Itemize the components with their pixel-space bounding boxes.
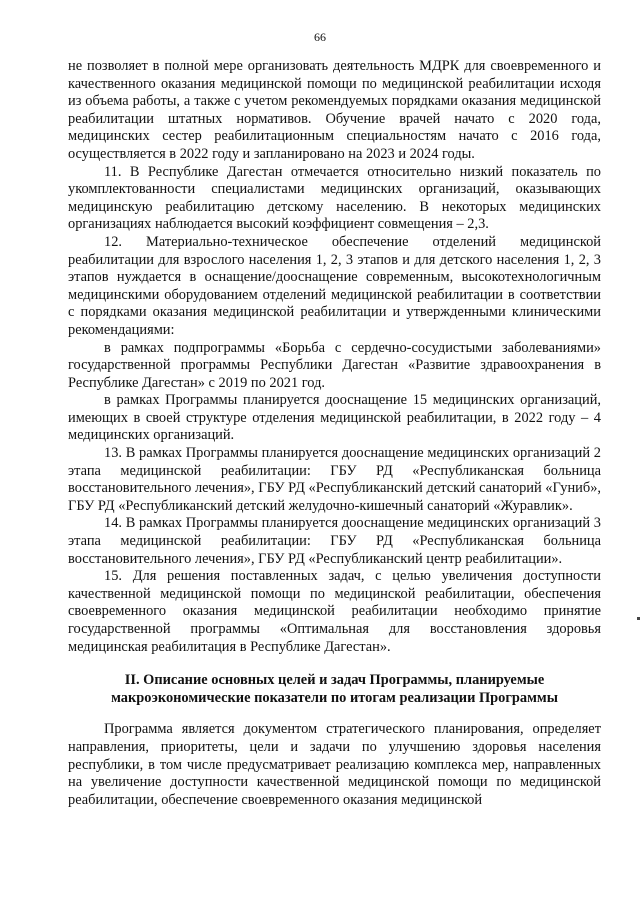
- section-paragraph: Программа является документом стратегического планирования, определяет направления, приоритеты, цели и задачи по улучшению здоровья населения республики, в том числе предусматривает реализацию комплекса мер, направленных на увеличение доступности качественной медицинской помощи по медицинской реабилитации, обеспечение своевременного оказания медицинской: [68, 721, 601, 808]
- paragraph-15: 15. Для решения поставленных задач, с целью увеличения доступности качественной медицинской помощи по медицинской реабилитации, обеспечения своевременного оказания медицинской реабилитации необходимо принятие государственной программы «Оптимальная для восстановления здоровья медицинская реабилитация в Республике Дагестан».: [68, 568, 601, 655]
- paragraph-12: 12. Материально-техническое обеспечение отделений медицинской реабилитации для взрослого населения 1, 2, 3 этапов и для детского населения 1, 2, 3 этапов нуждается в оснащение/дооснащение современным, высокотехнологичным медицинскими оборудованием отделений медицинской реабилитации в соответствии с порядками оказания медицинской реабилитации и утвержденными клиническими рекомендациями:: [68, 233, 601, 338]
- paragraph-subprogram: в рамках подпрограммы «Борьба с сердечно-сосудистыми заболеваниями» государственной программы Республики Дагестан «Развитие здравоохранения в Республике Дагестан» с 2019 по 2021 год.: [68, 339, 601, 391]
- paragraph-program-equipment: в рамках Программы планируется дооснащение 15 медицинских организаций, имеющих в своей структуре отделения медицинской реабилитации, в 2022 году – 4 медицинских организаций.: [68, 392, 601, 444]
- section-heading: II. Описание основных целей и задач Программы, планируемые макроэкономические показатели по итогам реализации Программы: [111, 672, 558, 706]
- paragraph-14: 14. В рамках Программы планируется дооснащение медицинских организаций 3 этапа медицинской реабилитации: ГБУ РД «Республиканская больница восстановительного лечения», ГБУ РД «Республиканский центр реабилитации».: [68, 515, 601, 567]
- document-body: [68, 58, 601, 809]
- paragraph-11: 11. В Республике Дагестан отмечается относительно низкий показатель по укомплектованности специалистами медицинских организаций, оказывающих медицинскую реабилитацию детскому населению. В некоторых медицинских организациях наблюдается высокий коэффициент совмещения – 2,3.: [68, 163, 601, 233]
- paragraph-continuation: не позволяет в полной мере организовать деятельность МДРК для своевременного и качественного оказания медицинской помощи по медицинской реабилитации исходя из объема работы, а также с учетом рекомендуемых порядками оказания медицинской реабилитации штатных нормативов. Обучение врачей начато с 2020 года, медицинских сестер реабилитационным специальностям начато с 2016 года, осуществляется в 2022 году и запланировано на 2023 и 2024 годы.: [68, 58, 601, 162]
- page-number: 66: [314, 30, 326, 44]
- paragraph-13: 13. В рамках Программы планируется дооснащение медицинских организаций 2 этапа медицинской реабилитации: ГБУ РД «Республиканская больница восстановительного лечения», ГБУ РД «Республиканский детский санаторий «Гуниб», ГБУ РД «Республиканский детский желудочно-кишечный санаторий «Журавлик».: [68, 445, 601, 514]
